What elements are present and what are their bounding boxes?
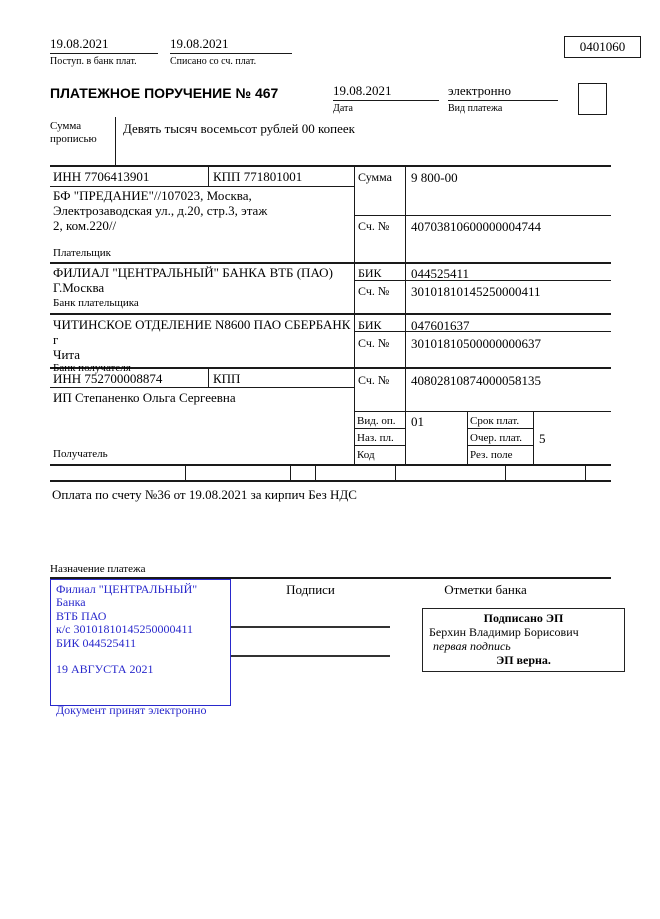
- bank-marks-heading: Отметки банка: [444, 582, 527, 597]
- payment-kind-field: [448, 83, 558, 115]
- beneficiary-account-value: 40802810874000058135: [411, 373, 541, 388]
- payer-section-label: Плательщик: [53, 247, 111, 259]
- ocher-plat-value: 5: [539, 431, 546, 446]
- payer-kpp: КПП 771801001: [213, 169, 303, 184]
- section-divider: [50, 313, 611, 315]
- divider: [467, 445, 533, 446]
- beneficiary-bank-bik-label: БИК: [358, 318, 382, 332]
- ocher-plat-label: Очер. плат.: [470, 432, 523, 444]
- payer-bank-account-label: Сч. №: [358, 284, 390, 298]
- beneficiary-bank-cell: [53, 317, 351, 374]
- divider: [315, 466, 316, 480]
- received-date-value: 19.08.2021: [50, 36, 158, 54]
- vid-op-value: 01: [411, 414, 424, 429]
- payment-kind-value: электронно: [448, 83, 558, 101]
- date-label: Дата: [333, 103, 353, 114]
- payer-bank-name: ФИЛИАЛ "ЦЕНТРАЛЬНЫЙ" БАНКА ВТБ (ПАО) Г.Москва: [53, 265, 333, 295]
- srok-plat-label: Срок плат.: [470, 415, 520, 427]
- divider: [395, 466, 396, 480]
- divider: [50, 387, 354, 388]
- beneficiary-bank-section-label: Банк получателя: [53, 362, 131, 374]
- divider: [115, 117, 116, 166]
- payer-bank-section-label: Банк плательщика: [53, 297, 139, 309]
- kod-label: Код: [357, 449, 375, 461]
- payer-bank-account-value: 30101810145250000411: [411, 284, 541, 299]
- divider: [505, 466, 506, 480]
- payer-account-label: Сч. №: [358, 219, 390, 233]
- divider: [533, 411, 534, 464]
- beneficiary-inn: ИНН 752700008874: [53, 371, 163, 386]
- received-date-label: Поступ. в банк плат.: [50, 56, 137, 67]
- divider: [354, 215, 611, 216]
- payer-cell: [53, 188, 351, 260]
- signatures-heading: Подписи: [286, 582, 335, 597]
- requisites-table: [50, 165, 611, 466]
- ep-signer-name: Берхин Владимир Борисович: [429, 625, 579, 639]
- ep-signature-type: первая подпись: [433, 639, 511, 653]
- payer-name: БФ "ПРЕДАНИЕ"//107023, Москва, Электрозаводская ул., д.20, стр.3, этаж 2, ком.220//: [53, 188, 268, 233]
- sum-value: 9 800-00: [411, 170, 458, 185]
- payer-bank-bik-label: БИК: [358, 266, 382, 280]
- divider: [354, 428, 405, 429]
- divider: [354, 445, 405, 446]
- beneficiary-name: ИП Степаненко Ольга Сергеевна: [53, 390, 236, 405]
- divider: [467, 428, 533, 429]
- divider: [354, 280, 611, 281]
- divider: [467, 411, 468, 464]
- payer-inn: ИНН 7706413901: [53, 169, 150, 184]
- debited-date-value: 19.08.2021: [170, 36, 292, 54]
- amount-words-label: Сумма прописью: [50, 120, 97, 145]
- ep-valid-label: ЭП верна.: [496, 653, 551, 667]
- purpose-label: Назначение платежа: [50, 563, 146, 575]
- debited-date-field: [170, 36, 292, 68]
- sum-label: Сумма: [358, 170, 392, 184]
- divider: [50, 186, 354, 187]
- naz-pl-label: Наз. пл.: [357, 432, 394, 444]
- divider: [354, 167, 355, 464]
- rez-pole-label: Рез. поле: [470, 449, 513, 461]
- payer-bank-cell: [53, 265, 351, 310]
- divider: [208, 167, 209, 186]
- debited-date-label: Списано со сч. плат.: [170, 56, 257, 67]
- beneficiary-cell: [53, 390, 351, 461]
- payment-kind-checkbox: [578, 83, 607, 115]
- payment-kind-label: Вид платежа: [448, 103, 503, 114]
- document-title: ПЛАТЕЖНОЕ ПОРУЧЕНИЕ № 467: [50, 85, 279, 101]
- form-code-box: 0401060: [564, 36, 641, 58]
- ep-signed-label: Подписано ЭП: [483, 611, 564, 625]
- beneficiary-section-label: Получатель: [53, 448, 108, 460]
- beneficiary-kpp: КПП: [213, 371, 241, 386]
- beneficiary-bank-name: ЧИТИНСКОЕ ОТДЕЛЕНИЕ N8600 ПАО СБЕРБАНК г Чита: [53, 317, 351, 362]
- purpose-text: Оплата по счету №36 от 19.08.2021 за кирпич Без НДС: [52, 487, 357, 502]
- bank-electronic-stamp: Филиал "ЦЕНТРАЛЬНЫЙ" Банка ВТБ ПАО к/с 30101810145250000411 БИК 044525411 19 АВГУСТА 2021 Документ принят электронно: [50, 579, 231, 706]
- amount-words-value: Девять тысяч восемьсот рублей 00 копеек: [123, 121, 355, 136]
- date-field: [333, 83, 439, 115]
- divider: [290, 466, 291, 480]
- signature-line: [231, 655, 390, 657]
- beneficiary-account-label: Сч. №: [358, 373, 390, 387]
- vid-op-label: Вид. оп.: [357, 415, 396, 427]
- section-divider: [50, 262, 611, 264]
- tax-fields-strip: [50, 466, 611, 482]
- divider: [354, 411, 611, 412]
- beneficiary-bank-account-label: Сч. №: [358, 336, 390, 350]
- divider: [354, 331, 611, 332]
- divider: [405, 167, 406, 464]
- received-date-field: [50, 36, 158, 68]
- electronic-signature-box: [422, 608, 625, 672]
- signature-line: [231, 626, 390, 628]
- divider: [585, 466, 586, 480]
- beneficiary-bank-bik-value: 047601637: [411, 318, 470, 333]
- payer-bank-bik-value: 044525411: [411, 266, 470, 281]
- divider: [185, 466, 186, 480]
- beneficiary-bank-account-value: 30101810500000000637: [411, 336, 541, 351]
- date-value: 19.08.2021: [333, 83, 439, 101]
- payer-account-value: 40703810600000004744: [411, 219, 541, 234]
